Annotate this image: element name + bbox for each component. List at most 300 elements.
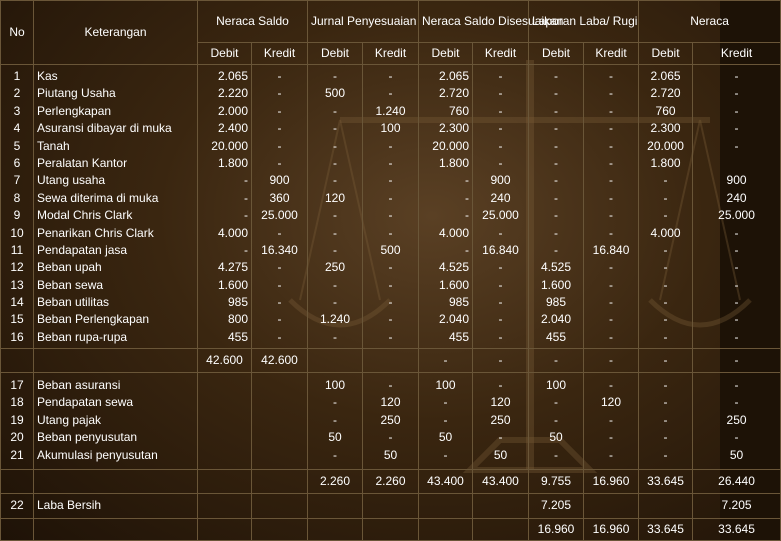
header-debit: Debit [419, 43, 473, 65]
value-cell: 2.720 [438, 86, 469, 101]
value-cell: 985 [448, 295, 469, 310]
neraca-kredit-column [693, 65, 781, 349]
value-cell: 2.400 [217, 121, 248, 136]
account-name: Beban utilitas [37, 295, 110, 310]
value-cell: - [443, 395, 448, 410]
account-name: Tanah [37, 138, 70, 153]
account-name: Perlengkapan [37, 103, 112, 118]
value-cell: 2.220 [217, 86, 248, 101]
value-cell: 4.525 [541, 260, 572, 275]
header-kredit: Kredit [473, 43, 529, 65]
account-name: Penarikan Chris Clark [37, 225, 154, 240]
value-cell: - [333, 69, 337, 83]
value-cell: - [498, 312, 503, 327]
value-cell: 800 [227, 312, 248, 327]
value-cell: - [333, 329, 337, 344]
value-cell: - [734, 312, 739, 327]
value-cell: - [277, 121, 282, 136]
value-cell: - [609, 86, 614, 101]
value-cell: 1.240 [375, 103, 406, 118]
header-neraca-saldo-disesuaikan: Neraca Saldo Disesuaikan [419, 1, 529, 43]
value-cell: - [609, 103, 614, 118]
value-cell: - [609, 155, 614, 170]
neraca-kredit-column [693, 373, 781, 470]
value-cell: 500 [324, 86, 346, 101]
account-number: 3 [13, 103, 21, 118]
value-cell: 250 [490, 412, 511, 427]
nsd-kredit-column [473, 373, 529, 470]
value-cell: - [244, 173, 248, 188]
value-cell: - [388, 277, 393, 292]
jurnal-penyesuaian-kredit-column [363, 373, 419, 470]
value-cell: - [333, 295, 337, 310]
value-cell: - [498, 329, 503, 344]
value-cell: - [498, 86, 503, 101]
value-cell: - [609, 447, 614, 462]
account-number: 5 [13, 138, 21, 153]
value-cell: - [554, 69, 559, 83]
totals-row [1, 470, 781, 494]
account-name: Piutang Usaha [37, 86, 116, 101]
total-n-debit: 33.645 [639, 470, 693, 494]
value-cell: 2.720 [650, 86, 681, 101]
total-nsd-kredit: 43.400 [473, 470, 529, 494]
value-cell: 2.000 [217, 103, 248, 118]
account-number: 1 [13, 69, 21, 83]
value-cell: - [277, 225, 282, 240]
value-cell: 2.300 [438, 121, 469, 136]
value-cell: 2.040 [438, 312, 469, 327]
value-cell: - [609, 295, 614, 310]
value-cell: 240 [490, 190, 511, 205]
value-cell: - [388, 378, 393, 392]
header-kredit: Kredit [363, 43, 419, 65]
value-cell: - [734, 378, 739, 392]
value-cell: - [663, 242, 668, 257]
value-cell: - [498, 260, 503, 275]
value-cell: 100 [380, 121, 401, 136]
value-cell: - [734, 277, 739, 292]
subtotal-nsd-debit: - [419, 349, 473, 373]
header-debit: Debit [639, 43, 693, 65]
value-cell: - [333, 103, 337, 118]
value-cell: - [333, 242, 337, 257]
value-cell: 1.600 [438, 277, 469, 292]
value-cell: 455 [546, 329, 567, 344]
header-laporan-laba-rugi: Laporan Laba/ Rugi [529, 1, 639, 43]
account-number: 2 [13, 86, 21, 101]
value-cell: - [333, 208, 337, 223]
neraca-debit-column [639, 373, 693, 470]
value-cell: - [388, 329, 393, 344]
value-cell: - [734, 138, 739, 153]
value-cell: 2.040 [541, 312, 572, 327]
value-cell: 985 [546, 295, 567, 310]
subtotal-nsd-kredit: - [473, 349, 529, 373]
value-cell: 100 [546, 378, 567, 392]
jurnal-penyesuaian-kredit-column [363, 65, 419, 349]
value-cell: 4.275 [217, 260, 248, 275]
value-cell: - [554, 395, 559, 410]
account-name: Pendapatan sewa [37, 395, 134, 410]
header-neraca-saldo: Neraca Saldo [198, 1, 308, 43]
value-cell: - [663, 312, 668, 327]
subtotal-jp-kredit [363, 349, 419, 373]
subtotal-jp-debit [308, 349, 363, 373]
nsd-debit-column [419, 373, 473, 470]
value-cell: 50 [729, 447, 744, 462]
account-name: Beban sewa [37, 277, 104, 292]
value-cell: - [244, 208, 248, 223]
value-cell: - [277, 277, 282, 292]
laba-lr-debit: 7.205 [529, 494, 584, 519]
value-cell: - [554, 103, 559, 118]
value-cell: - [498, 69, 503, 83]
total-lr-kredit: 16.960 [584, 470, 639, 494]
header-debit: Debit [308, 43, 363, 65]
account-number: 21 [10, 447, 24, 462]
account-numbers [1, 373, 34, 470]
value-cell: 50 [383, 447, 398, 462]
value-cell: - [333, 121, 337, 136]
value-cell: - [734, 103, 739, 118]
value-cell: 1.240 [319, 312, 351, 327]
account-number: 10 [10, 225, 24, 240]
value-cell: - [244, 242, 248, 257]
value-cell: 4.525 [438, 260, 469, 275]
final-n-debit: 33.645 [639, 519, 693, 541]
value-cell: - [734, 242, 739, 257]
value-cell: - [554, 173, 559, 188]
account-number: 7 [13, 173, 21, 188]
value-cell: - [333, 173, 337, 188]
value-cell: - [498, 225, 503, 240]
value-cell: 250 [726, 412, 747, 427]
value-cell: - [277, 103, 282, 118]
value-cell: - [498, 430, 503, 445]
value-cell: 120 [380, 395, 401, 410]
value-cell: - [388, 295, 393, 310]
value-cell: - [663, 430, 668, 445]
value-cell: 16.840 [482, 242, 519, 257]
value-cell: - [663, 295, 668, 310]
value-cell: 25.000 [718, 208, 755, 223]
value-cell: - [609, 312, 614, 327]
laba-n-kredit: 7.205 [693, 494, 781, 519]
subtotal-lr-debit: - [529, 349, 584, 373]
value-cell: 760 [448, 103, 469, 118]
laba-rugi-kredit-column [584, 373, 639, 470]
value-cell: - [554, 138, 559, 153]
value-cell: - [609, 138, 614, 153]
value-cell: - [663, 260, 668, 275]
value-cell: 2.300 [650, 121, 681, 136]
account-name: Beban rupa-rupa [37, 329, 128, 344]
value-cell: - [734, 430, 739, 445]
value-cell: 240 [726, 190, 747, 205]
final-n-kredit: 33.645 [693, 519, 781, 541]
value-cell: 360 [269, 190, 290, 205]
value-cell: - [443, 447, 448, 462]
value-cell: - [734, 329, 739, 344]
subtotal-n-kredit: - [693, 349, 781, 373]
value-cell: 250 [324, 260, 346, 275]
value-cell: - [663, 412, 668, 427]
value-cell: - [333, 138, 337, 153]
account-number: 8 [13, 190, 21, 205]
account-number: 17 [10, 378, 24, 392]
value-cell: - [663, 447, 668, 462]
value-cell: - [498, 103, 503, 118]
final-lr-kredit: 16.960 [584, 519, 639, 541]
header-neraca: Neraca [639, 1, 781, 43]
header-debit: Debit [198, 43, 252, 65]
account-names [34, 65, 198, 349]
value-cell: - [388, 173, 393, 188]
value-cell: 900 [726, 173, 747, 188]
value-cell: - [277, 295, 282, 310]
account-number: 19 [10, 412, 24, 427]
subtotal-n-debit: - [639, 349, 693, 373]
value-cell: - [734, 260, 739, 275]
laba-rugi-debit-column [529, 373, 584, 470]
value-cell: 2.065 [438, 69, 469, 83]
value-cell: 4.000 [217, 225, 248, 240]
account-number: 12 [10, 260, 24, 275]
value-cell: - [244, 190, 248, 205]
account-name: Asuransi dibayar di muka [37, 121, 172, 136]
value-cell: - [388, 312, 393, 327]
subtotal-lr-kredit: - [584, 349, 639, 373]
neraca-saldo-kredit-column [252, 65, 308, 349]
value-cell: - [465, 173, 469, 188]
value-cell: - [663, 329, 668, 344]
value-cell: 4.000 [438, 225, 469, 240]
total-jp-debit: 2.260 [308, 470, 363, 494]
value-cell: - [333, 412, 337, 427]
value-cell: - [277, 138, 282, 153]
value-cell: 50 [493, 447, 508, 462]
value-cell: 760 [655, 103, 676, 118]
value-cell: - [663, 208, 668, 223]
value-cell: 16.340 [261, 242, 298, 257]
value-cell: - [554, 86, 559, 101]
value-cell: - [609, 329, 614, 344]
header-kredit: Kredit [252, 43, 308, 65]
value-cell: 50 [438, 430, 453, 445]
value-cell: - [277, 86, 282, 101]
header-row-groups [1, 1, 781, 43]
value-cell: - [388, 86, 393, 101]
value-cell: 4.000 [650, 225, 681, 240]
value-cell: - [388, 225, 393, 240]
final-totals-row [1, 519, 781, 541]
value-cell: 985 [227, 295, 248, 310]
account-names [34, 373, 198, 470]
value-cell: - [609, 277, 614, 292]
account-name: Sewa diterima di muka [37, 190, 159, 205]
account-number: 13 [10, 277, 24, 292]
account-name: Modal Chris Clark [37, 208, 133, 223]
value-cell: - [663, 277, 668, 292]
account-number: 16 [10, 329, 24, 344]
header-kredit: Kredit [584, 43, 639, 65]
value-cell: 100 [324, 378, 346, 392]
final-lr-debit: 16.960 [529, 519, 584, 541]
value-cell: - [498, 277, 503, 292]
account-name: Akumulasi penyusutan [37, 447, 158, 462]
account-numbers [1, 65, 34, 349]
header-keterangan: Keterangan [34, 1, 198, 65]
value-cell: - [554, 242, 559, 257]
laba-rugi-kredit-column [584, 65, 639, 349]
value-cell: - [388, 69, 393, 83]
value-cell: - [498, 295, 503, 310]
value-cell: 16.840 [592, 242, 630, 257]
value-cell: - [609, 173, 614, 188]
total-n-kredit: 26.440 [693, 470, 781, 494]
accounts-block-2 [1, 373, 781, 470]
subtotal-ns-debit: 42.600 [198, 349, 252, 373]
account-number: 18 [10, 395, 24, 410]
jurnal-penyesuaian-debit-column [308, 373, 363, 470]
nsd-kredit-column [473, 65, 529, 349]
value-cell: - [554, 208, 559, 223]
value-cell: 20.000 [211, 138, 248, 153]
value-cell: 25.000 [482, 208, 519, 223]
value-cell: - [609, 260, 614, 275]
value-cell: - [498, 121, 503, 136]
total-lr-debit: 9.755 [529, 470, 584, 494]
value-cell: 455 [227, 329, 248, 344]
laba-rugi-debit-column [529, 65, 584, 349]
value-cell: - [734, 86, 739, 101]
value-cell: - [277, 312, 282, 327]
account-number: 11 [10, 242, 24, 257]
value-cell: - [498, 138, 503, 153]
value-cell: 500 [380, 242, 401, 257]
value-cell: - [609, 430, 614, 445]
header-kredit: Kredit [693, 43, 781, 65]
value-cell: 25.000 [261, 208, 298, 223]
value-cell: - [333, 277, 337, 292]
value-cell: - [609, 190, 614, 205]
total-nsd-debit: 43.400 [419, 470, 473, 494]
value-cell: - [609, 412, 614, 427]
value-cell: - [277, 155, 282, 170]
value-cell [696, 155, 777, 172]
value-cell: - [609, 69, 614, 83]
account-number: 9 [13, 208, 21, 223]
value-cell: 20.000 [647, 138, 684, 153]
value-cell: - [443, 412, 448, 427]
value-cell: - [277, 329, 282, 344]
account-number: 15 [10, 312, 24, 327]
subtotal-ns-kredit: 42.600 [252, 349, 308, 373]
value-cell: 120 [324, 190, 346, 205]
laba-label: Laba Bersih [34, 494, 198, 519]
account-name: Peralatan Kantor [37, 155, 128, 170]
value-cell: - [333, 395, 337, 410]
value-cell: - [388, 190, 393, 205]
value-cell: - [277, 260, 282, 275]
value-cell: - [554, 155, 559, 170]
value-cell: 120 [601, 395, 622, 410]
value-cell: 2.065 [217, 69, 248, 83]
value-cell: - [734, 395, 739, 410]
value-cell: 455 [448, 329, 469, 344]
value-cell: - [554, 121, 559, 136]
header-debit: Debit [529, 43, 584, 65]
value-cell: 50 [549, 430, 563, 445]
account-name: Utang pajak [37, 412, 102, 427]
account-number: 4 [13, 121, 21, 136]
value-cell: 250 [380, 412, 401, 427]
value-cell: 20.000 [432, 138, 469, 153]
value-cell: - [465, 208, 469, 223]
value-cell: - [388, 430, 393, 445]
value-cell: 900 [490, 173, 511, 188]
value-cell: 1.600 [217, 277, 248, 292]
header-no: No [1, 1, 34, 65]
account-name: Beban upah [37, 260, 102, 275]
value-cell: 1.800 [650, 155, 681, 170]
value-cell: - [388, 260, 393, 275]
value-cell: - [609, 121, 614, 136]
total-jp-kredit: 2.260 [363, 470, 419, 494]
value-cell: - [388, 155, 393, 170]
nsd-debit-column [419, 65, 473, 349]
value-cell: - [663, 395, 668, 410]
value-cell: - [609, 208, 614, 223]
accounts-block-1 [1, 65, 781, 349]
value-cell: - [609, 378, 614, 392]
value-cell: - [554, 190, 559, 205]
account-number: 6 [13, 155, 21, 170]
value-cell: - [465, 242, 469, 257]
value-cell: 100 [435, 378, 456, 392]
value-cell: - [465, 190, 469, 205]
value-cell: - [498, 155, 503, 170]
value-cell: 900 [269, 173, 290, 188]
value-cell: - [498, 378, 503, 392]
account-name: Utang usaha [37, 173, 106, 188]
neraca-debit-column [639, 65, 693, 349]
value-cell: - [333, 447, 337, 462]
value-cell: - [554, 447, 559, 462]
value-cell: 50 [328, 430, 342, 445]
account-number: 20 [10, 430, 24, 445]
value-cell: - [333, 155, 337, 170]
value-cell: - [554, 412, 559, 427]
value-cell: - [734, 225, 739, 240]
laba-bersih-row [1, 494, 781, 519]
value-cell: - [734, 121, 739, 136]
value-cell: - [609, 225, 614, 240]
value-cell: - [554, 225, 559, 240]
value-cell: - [734, 69, 739, 83]
value-cell: 120 [490, 395, 511, 410]
value-cell: - [734, 295, 739, 310]
value-cell: 1.800 [217, 155, 248, 170]
value-cell: 2.065 [650, 69, 681, 83]
account-number: 14 [10, 295, 24, 310]
account-name: Beban Perlengkapan [37, 312, 150, 327]
value-cell: - [663, 190, 668, 205]
account-name: Kas [37, 69, 58, 83]
account-name: Pendapatan jasa [37, 242, 128, 257]
account-name: Beban asuransi [37, 378, 121, 392]
